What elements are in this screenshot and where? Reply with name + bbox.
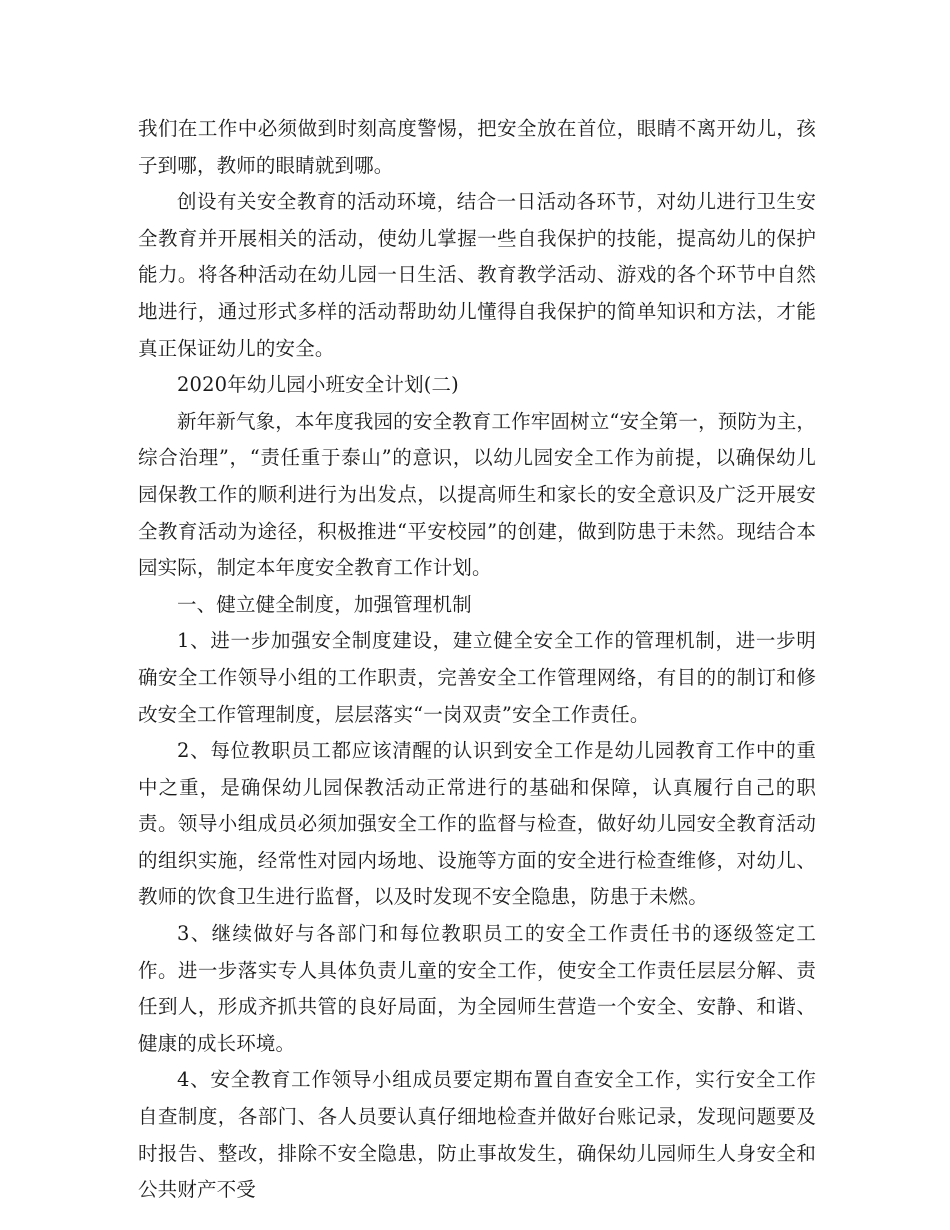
paragraph-intro-safety: 我们在工作中必须做到时刻高度警惕，把安全放在首位，眼睛不离开幼儿，孩子到哪，教师的眼睛就到哪。 xyxy=(138,117,816,177)
document-body xyxy=(138,111,816,1209)
paragraph-safety-environment: 创设有关安全教育的活动环境，结合一日活动各环节，对幼儿进行卫生安全教育并开展相关的活动，使幼儿掌握一些自我保护的技能，提高幼儿的保护能力。将各种活动在幼儿园一日生活、教育教学活动、游戏的各个环节中自然地进行，通过形式多样的活动帮助幼儿懂得自我保护的简单知识和方法，才能真正保证幼儿的安全。 xyxy=(138,190,816,360)
paragraph-item-1: 1、进一步加强安全制度建设，建立健全安全工作的管理机制，进一步明确安全工作领导小组的工作职责，完善安全工作管理网络，有目的的制订和修改安全工作管理制度，层层落实“一岗双责”安全工作责任。 xyxy=(138,629,816,726)
paragraph-item-2: 2、每位教职员工都应该清醒的认识到安全工作是幼儿园教育工作中的重中之重，是确保幼儿园保教活动正常进行的基础和保障，认真履行自己的职责。领导小组成员必须加强安全工作的监督与检查，做好幼儿园安全教育活动的组织实施，经常性对园内场地、设施等方面的安全进行检查维修，对幼儿、教师的饮食卫生进行监督，以及时发现不安全隐患，防患于未燃。 xyxy=(138,739,816,909)
section-title-plan-two: 2020年幼儿园小班安全计划(二) xyxy=(177,373,459,397)
paragraph-item-3: 3、继续做好与各部门和每位教职员工的安全工作责任书的逐级签定工作。进一步落实专人具体负责儿童的安全工作，使安全工作责任层层分解、责任到人，形成齐抓共管的良好局面，为全园师生营造一个安全、安静、和谐、健康的成长环境。 xyxy=(138,922,816,1055)
paragraph-item-4: 4、安全教育工作领导小组成员要定期布置自查安全工作，实行安全工作自查制度，各部门、各人员要认真仔细地检查并做好台账记录，发现问题要及时报告、整改，排除不安全隐患，防止事故发生，确保幼儿园师生人身安全和公共财产不受 xyxy=(138,1068,816,1202)
paragraph-new-year-plan: 新年新气象，本年度我园的安全教育工作牢固树立“安全第一，预防为主，综合治理”，“责任重于泰山”的意识，以幼儿园安全工作为前提，以确保幼儿园保教工作的顺利进行为出发点，以提高师生和家长的安全意识及广泛开展安全教育活动为途径，积极推进“平安校园”的创建，做到防患于未然。现结合本园实际，制定本年度安全教育工作计划。 xyxy=(138,409,816,580)
heading-system-management: 一、健立健全制度，加强管理机制 xyxy=(177,592,472,616)
